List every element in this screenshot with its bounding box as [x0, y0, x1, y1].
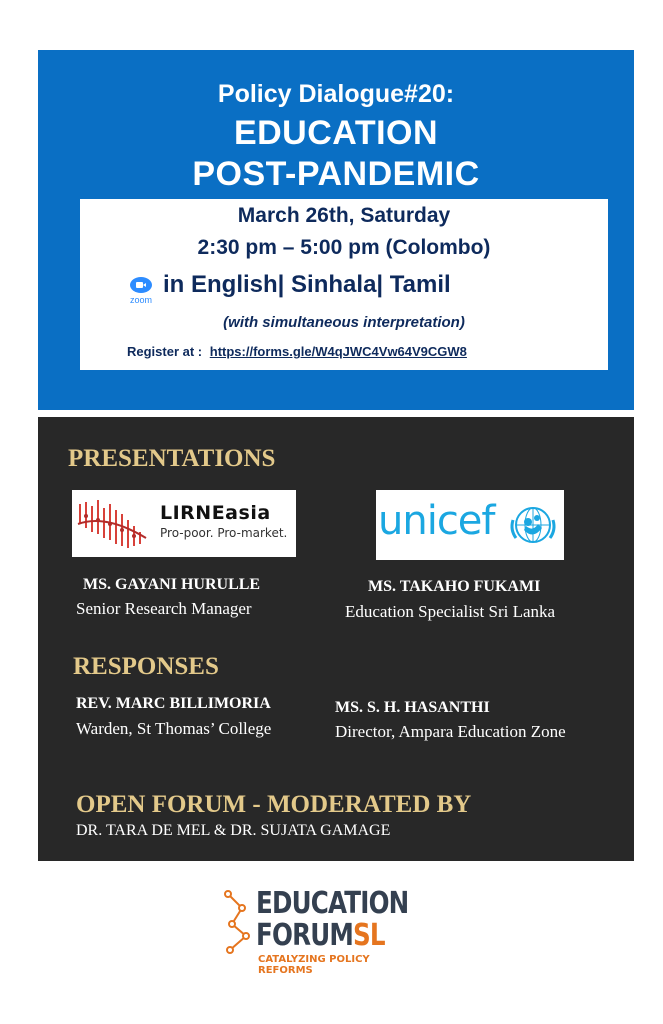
- interpretation-note: (with simultaneous interpretation): [223, 314, 465, 331]
- presenter2-role: Education Specialist Sri Lanka: [345, 602, 556, 621]
- presenter1-name: MS. GAYANI HURULLE: [83, 576, 261, 593]
- zoom-icon: [124, 275, 158, 311]
- presentations-heading: PRESENTATIONS: [68, 445, 276, 472]
- respondent1-name: REV. MARC BILLIMORIA: [76, 695, 271, 712]
- unicef-emblem-icon: [508, 500, 558, 550]
- responses-heading: RESPONSES: [73, 653, 219, 680]
- zoom-label: zoom: [129, 295, 152, 305]
- moderators-names: DR. TARA DE MEL & DR. SUJATA GAMAGE: [76, 822, 391, 839]
- network-nodes-icon: [222, 890, 258, 954]
- event-header-panel: [38, 50, 634, 410]
- open-forum-heading: OPEN FORUM - MODERATED BY: [76, 791, 472, 818]
- register-line: [127, 344, 467, 359]
- education-forum-line2: [256, 918, 385, 953]
- register-label: Register at :: [127, 344, 203, 359]
- event-date: March 26th, Saturday: [237, 204, 451, 227]
- education-forum-tagline: CATALYZING POLICY REFORMS: [258, 954, 370, 976]
- respondent2-role: Director, Ampara Education Zone: [335, 722, 566, 741]
- education-forum-line1: EDUCATION: [256, 886, 409, 921]
- register-link[interactable]: https://forms.gle/W4qJWC4Vw64V9CGW8: [209, 344, 467, 359]
- title-post-pandemic: POST-PANDEMIC: [192, 155, 480, 193]
- event-languages: in English| Sinhala| Tamil: [163, 271, 451, 298]
- dialogue-number: Policy Dialogue#20:: [217, 80, 455, 108]
- unicef-logo: [376, 490, 564, 560]
- presenter2-name: MS. TAKAHO FUKAMI: [368, 578, 541, 595]
- event-time: 2:30 pm – 5:00 pm (Colombo): [197, 236, 491, 259]
- speakers-panel: [38, 417, 634, 861]
- lirneasia-tagline: Pro-poor. Pro-market.: [160, 526, 288, 540]
- unicef-wordmark: unicef: [378, 498, 495, 544]
- sl-word: SL: [353, 918, 385, 953]
- respondent1-role: Warden, St Thomas’ College: [76, 719, 272, 738]
- respondent2-name: MS. S. H. HASANTHI: [335, 699, 490, 716]
- event-details-box: [80, 199, 608, 370]
- forum-word: FORUM: [256, 918, 354, 953]
- title-education: EDUCATION: [233, 114, 439, 152]
- education-forum-logo: [222, 886, 412, 976]
- presenter1-role: Senior Research Manager: [76, 599, 252, 618]
- lirneasia-logo: [72, 490, 296, 557]
- lirneasia-mark-icon: [76, 494, 156, 552]
- zoom-camera-icon: [130, 277, 152, 293]
- lirneasia-name: LIRNEasia: [160, 502, 271, 524]
